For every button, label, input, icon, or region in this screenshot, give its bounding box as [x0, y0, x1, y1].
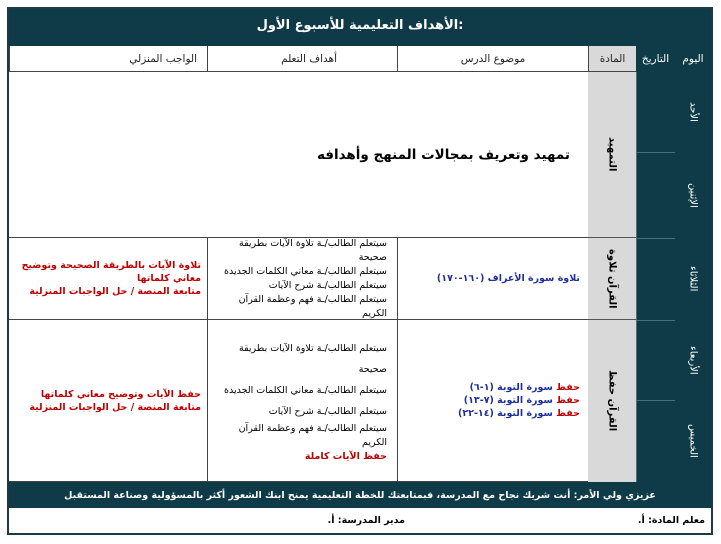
date-divider [636, 152, 675, 153]
homework-tuesday [9, 238, 207, 320]
goal-item: سيتعلم الطالب/ـة معاني الكلمات الجديدة [224, 265, 387, 277]
day-monday [675, 152, 711, 239]
goal-item: سيتعلم الطالب/ـة شرح الآيات [268, 279, 387, 291]
header-subject: المادة [588, 46, 636, 72]
header-goals: أهداف التعلم [207, 46, 397, 72]
goal-extra: حفظ الآيات كاملة [304, 450, 387, 462]
lesson-line [406, 381, 580, 394]
header-day: اليوم [675, 46, 711, 72]
day-thursday [675, 400, 711, 482]
date-divider [636, 320, 675, 321]
subject-memorization [588, 320, 636, 482]
principal-signature: مدير المدرسة: أ. [327, 515, 405, 526]
header-homework: الواجب المنزلي [9, 46, 207, 72]
homework-item: تلاوة الآيات بالطريقة الصحيحة وتوضيح معاني كلماتها [21, 260, 201, 284]
subject-label: التمهيد [606, 137, 618, 172]
day-sunday [675, 72, 711, 153]
goal-item: سيتعلم الطالب/ـة معاني الكلمات الجديدة [224, 384, 387, 396]
lesson-text: سورة التوبة (٧-١٣) [463, 395, 553, 406]
weekly-plan-table [7, 7, 713, 535]
homework-wed-thu [9, 320, 207, 482]
intro-text: تمهيد وتعريف بمجالات المنهج وأهدافه [9, 72, 588, 238]
lesson-text: سورة التوبة (١-٦) [469, 382, 553, 393]
goal-item: سيتعلم الطالب/ـة تلاوة الآيات بطريقة صحيحة [239, 237, 387, 263]
parent-note: عزيزي ولي الأمر: أنت شريك نجاح مع المدرسة، فبمتابعتك للخطة التعليمية يمنح ابنك الشعور أكثر بالمسؤولية وصناعة المستقبل [9, 482, 711, 508]
teacher-signature: معلم المادة: أ. [637, 515, 705, 526]
date-column [636, 72, 676, 482]
goal-item: سيتعلم الطالب/ـة فهم وعظمة القرآن الكريم [238, 293, 387, 319]
goals-wed-thu [207, 320, 397, 482]
header-lesson: موضوع الدرس [397, 46, 588, 72]
lesson-prefix: حفظ [552, 382, 580, 393]
homework-item: متابعة المنصة / حل الواجبات المنزلية [29, 286, 201, 297]
lesson-wed-thu [397, 320, 588, 482]
subject-intro [588, 72, 636, 238]
subject-label: القرآن حفظ [606, 370, 618, 432]
day-wednesday [675, 320, 711, 401]
subject-recitation [588, 238, 636, 320]
homework-item: متابعة المنصة / حل الواجبات المنزلية [29, 401, 201, 413]
day-label: الإثنين [687, 182, 699, 208]
header-date: التاريخ [636, 46, 675, 72]
day-tuesday [675, 238, 711, 321]
goal-item: سيتعلم الطالب/ـة تلاوة الآيات بطريقة صحيحة [239, 342, 387, 375]
lesson-text: تلاوة سورة الأعراف (١٦٠-١٧٠) [436, 273, 580, 284]
goal-item: سيتعلم الطالب/ـة شرح الآيات [268, 405, 387, 417]
lesson-prefix: حفظ [552, 408, 580, 419]
lesson-text: سورة التوبة (١٤-٢٢) [457, 408, 553, 419]
plan-title: الأهداف التعليمية للأسبوع الأول: [9, 9, 711, 42]
lesson-prefix: حفظ [552, 395, 580, 406]
subject-label: القرآن تلاوة [606, 248, 618, 309]
day-label: الأحد [687, 102, 699, 122]
date-divider [636, 238, 675, 239]
date-divider [636, 400, 675, 401]
lesson-line [406, 394, 580, 407]
lesson-tuesday [397, 238, 588, 320]
day-label: الثلاثاء [687, 266, 699, 292]
day-label: الخميس [687, 424, 699, 458]
lesson-line [406, 407, 580, 420]
day-label: الأربعاء [687, 345, 699, 375]
goal-item: سيتعلم الطالب/ـة فهم وعظمة القرآن الكريم [238, 422, 387, 448]
homework-item: حفظ الآيات وتوضيح معاني كلماتها [40, 388, 201, 400]
goals-tuesday [207, 238, 397, 320]
